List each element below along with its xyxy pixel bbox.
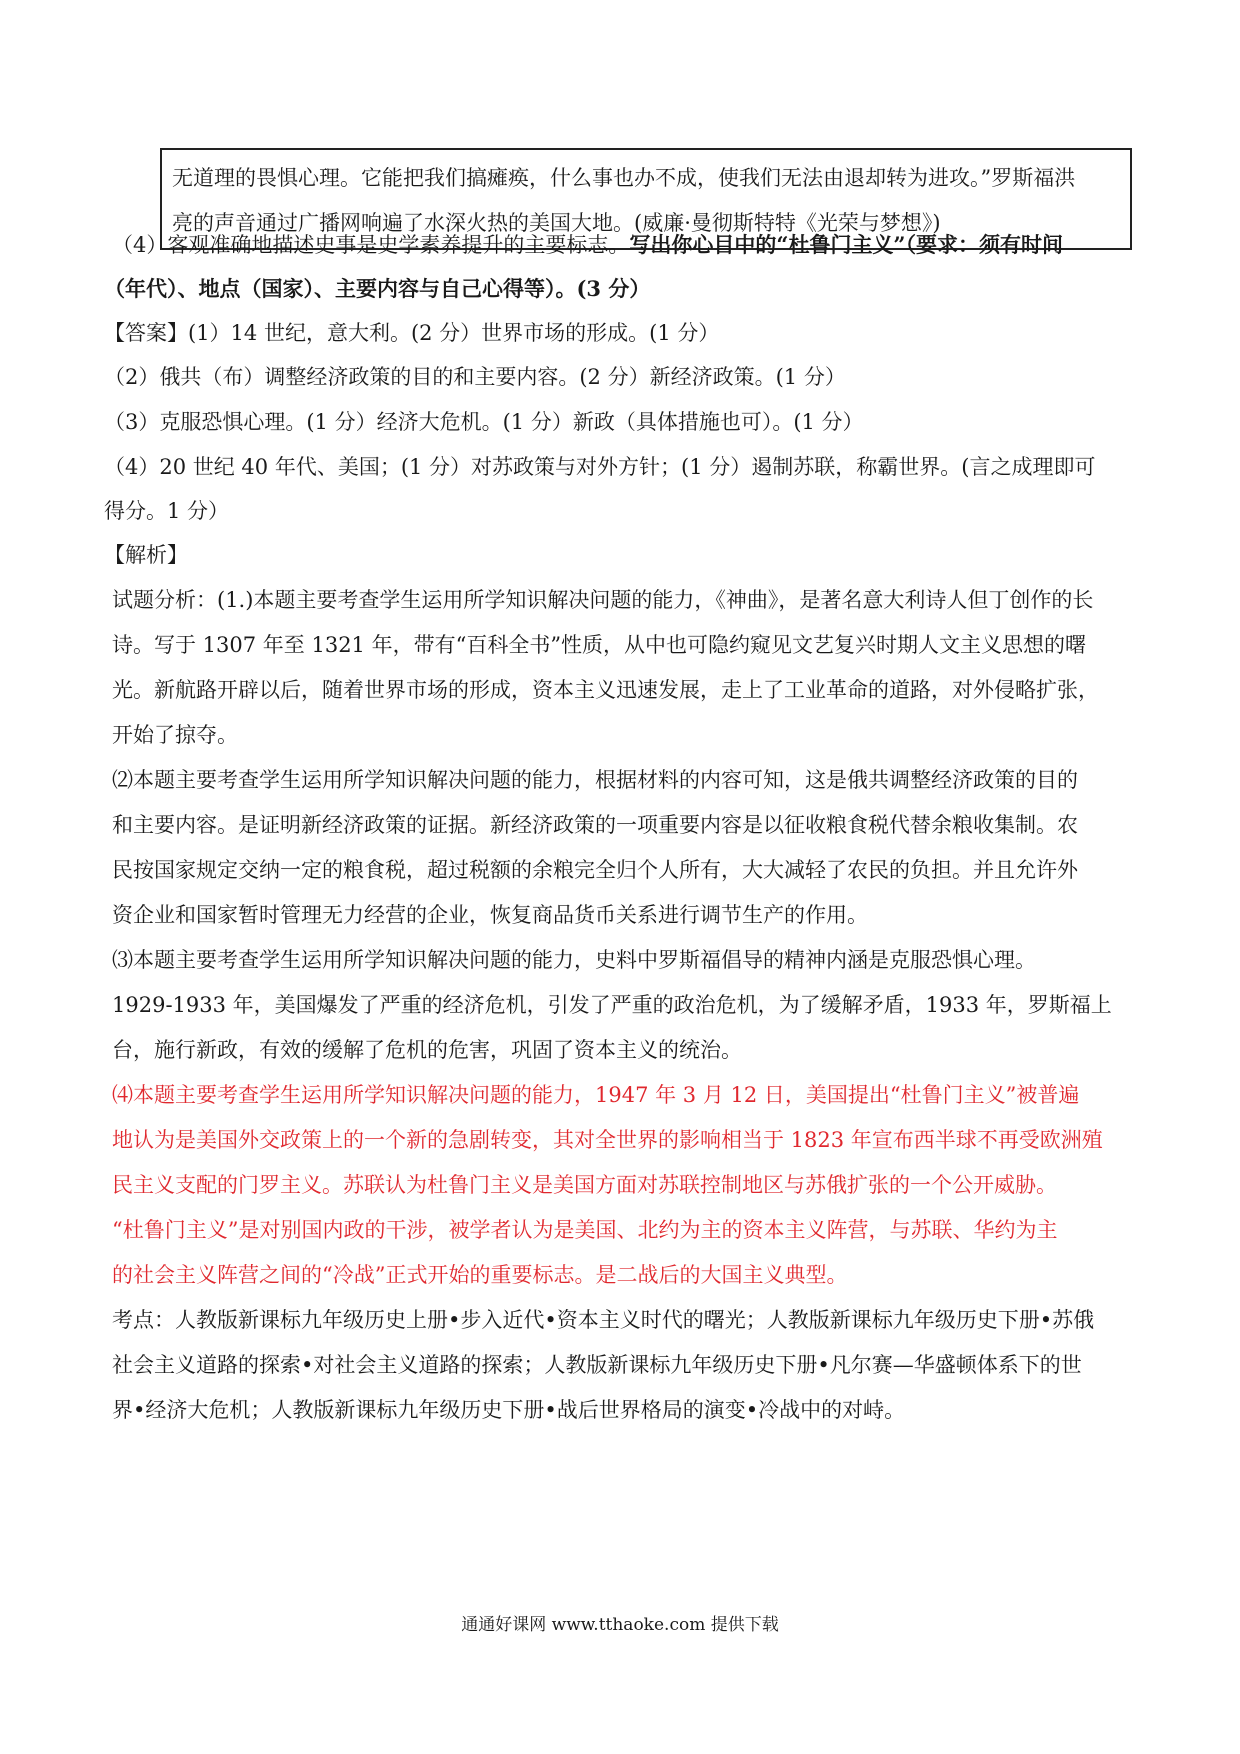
analysis-p4-line-2: 地认为是美国外交政策上的一个新的急剧转变，其对全世界的影响相当于 1823 年宣布西半球不再受欧洲殖 [112,1128,1103,1152]
analysis-p4-line-1: ⑷本题主要考查学生运用所学知识解决问题的能力，1947 年 3 月 12 日，美国提出“杜鲁门主义”被普遍 [112,1083,1080,1107]
answer-2: （2）俄共（布）调整经济政策的目的和主要内容。(2 分）新经济政策。(1 分） [104,365,846,389]
analysis-p2-line-3: 民按国家规定交纳一定的粮食税，超过税额的余粮完全归个人所有，大大减轻了农民的负担。并且允许外 [112,858,1078,882]
quote-line-2: 亮的声音通过广播网响遍了水深火热的美国大地。(威廉·曼彻斯特特《光荣与梦想》) [172,211,941,235]
analysis-p4-line-3: 民主义支配的门罗主义。苏联认为杜鲁门主义是美国方面对苏联控制地区与苏俄扩张的一个公开威胁。 [112,1173,1057,1197]
analysis-p1-line-2: 诗。写于 1307 年至 1321 年，带有“百科全书”性质，从中也可隐约窥见文艺复兴时期人文主义思想的曙 [112,633,1087,657]
answer-3: （3）克服恐惧心理。(1 分）经济大危机。(1 分）新政（具体措施也可）。(1 分） [104,410,864,434]
kaodian-line-1: 考点：人教版新课标九年级历史上册•步入近代•资本主义时代的曙光；人教版新课标九年级历史下册•苏俄 [112,1308,1095,1332]
answer-4-line-1: （4）20 世纪 40 年代、美国；(1 分）对苏政策与对外方针；(1 分）遏制苏联，称霸世界。(言之成理即可 [104,455,1096,479]
quote-line-1: 无道理的畏惧心理。它能把我们搞瘫痪，什么事也办不成，使我们无法由退却转为进攻。”罗斯福洪 [172,166,1076,190]
analysis-heading: 【解析】 [104,543,188,567]
analysis-p4-line-4: “杜鲁门主义”是对别国内政的干涉，被学者认为是美国、北约为主的资本主义阵营，与苏联、华约为主 [112,1218,1058,1242]
answer-4-line-2: 得分。1 分） [104,499,230,523]
analysis-p1-line-3: 光。新航路开辟以后，随着世界市场的形成，资本主义迅速发展，走上了工业革命的道路，对外侵略扩张， [112,678,1099,702]
analysis-p1-line-1: 试题分析：(1.)本题主要考查学生运用所学知识解决问题的能力，《神曲》，是著名意大利诗人但丁创作的长 [112,588,1094,612]
question-4-bold-1: 写出你心目中的“杜鲁门主义”（要求：须有时间 [629,232,1064,257]
page-footer: 通通好课网 www.tthaoke.com 提供下载 [461,1615,779,1635]
answer-1: 【答案】(1）14 世纪，意大利。(2 分）世界市场的形成。(1 分） [104,321,720,345]
analysis-p3-line-3: 台，施行新政，有效的缓解了危机的危害，巩固了资本主义的统治。 [112,1038,742,1062]
kaodian-line-2: 社会主义道路的探索•对社会主义道路的探索；人教版新课标九年级历史下册•凡尔赛—华盛顿体系下的世 [112,1353,1082,1377]
analysis-p2-line-2: 和主要内容。是证明新经济政策的证据。新经济政策的一项重要内容是以征收粮食税代替余粮收集制。农 [112,813,1078,837]
question-4-line-2: （年代）、地点（国家）、主要内容与自己心得等）。(3 分） [104,276,651,301]
analysis-p4-line-5: 的社会主义阵营之间的“冷战”正式开始的重要标志。是二战后的大国主义典型。 [112,1263,848,1287]
analysis-p2-line-1: ⑵本题主要考查学生运用所学知识解决问题的能力，根据材料的内容可知，这是俄共调整经济政策的目的 [112,768,1078,792]
analysis-p3-line-2: 1929-1933 年，美国爆发了严重的经济危机，引发了严重的政治危机，为了缓解矛盾，1933 年，罗斯福上 [112,993,1112,1017]
kaodian-line-3: 界•经济大危机；人教版新课标九年级历史下册•战后世界格局的演变•冷战中的对峙。 [112,1398,906,1422]
analysis-p1-line-4: 开始了掠夺。 [112,723,238,747]
analysis-p2-line-4: 资企业和国家暂时管理无力经营的企业，恢复商品货币关系进行调节生产的作用。 [112,903,868,927]
question-4-line-1 [112,230,1063,260]
question-4-prefix: （4）客观准确地描述史事是史学素养提升的主要标志。 [112,233,630,257]
analysis-p3-line-1: ⑶本题主要考查学生运用所学知识解决问题的能力，史料中罗斯福倡导的精神内涵是克服恐惧心理。 [112,948,1036,972]
